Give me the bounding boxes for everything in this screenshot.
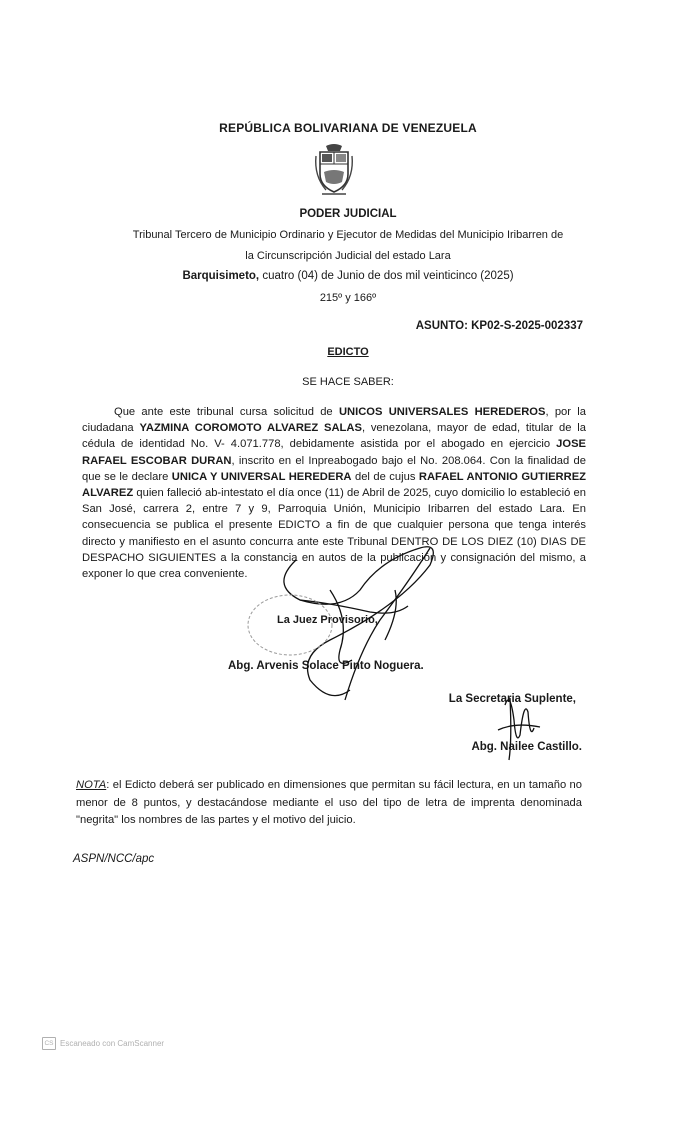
header-poder-judicial: PODER JUDICIAL — [299, 208, 397, 220]
header-tribunal-line2: la Circunscripción Judicial del estado Lara — [245, 250, 451, 262]
body-text-4: , inscrito en el Inpreabogado bajo el No. 208.064. Con la finalidad de que se le declare — [82, 454, 586, 483]
nota-label: NOTA — [76, 779, 107, 791]
coat-of-arms-icon — [312, 142, 356, 198]
header-tribunal-line1: Tribunal Tercero de Municipio Ordinario y Ejecutor de Medidas del Municipio Iribarren de — [132, 229, 564, 241]
header-fecha — [0, 270, 696, 282]
body-text-2: , por la ciudadana — [82, 406, 586, 435]
body-text-3: , venezolana, mayor de edad, titular de la cédula de identidad No. V- 4.071.778, debidamente asistida por el abogado en ejercicio — [82, 422, 586, 451]
edicto-body — [82, 404, 586, 582]
body-bold-3: JOSE RAFAEL ESCOBAR DURAN — [82, 438, 586, 467]
juez-cargo: La Juez Provisorio, — [277, 614, 378, 626]
nota-paragraph — [76, 777, 582, 830]
body-text-5: del de cujus — [351, 470, 419, 483]
edicto-title: EDICTO — [327, 346, 369, 358]
camscanner-watermark — [42, 1037, 164, 1050]
body-bold-5: RAFAEL ANTONIO GUTIERREZ ALVAREZ — [82, 470, 586, 500]
nota-text: : el Edicto deberá ser publicado en dimensiones que permitan su fácil lectura, en un tamaño no menor de 8 puntos, y destacándose mediante el uso del tipo de letra de imprenta denominada "negrita" los nombres de las partes y el motivo del juicio. — [76, 779, 582, 826]
se-hace-saber: SE HACE SABER: — [302, 376, 394, 388]
body-text-1: Que ante este tribunal cursa solicitud de — [114, 406, 339, 418]
fecha-texto: cuatro (04) de Junio de dos mil veinticinco (2025) — [262, 270, 514, 282]
fecha-lugar: Barquisimeto, — [182, 270, 260, 282]
header-anios: 215º y 166º — [319, 292, 377, 304]
camscanner-text: Escaneado con CamScanner — [60, 1039, 165, 1048]
iniciales: ASPN/NCC/apc — [73, 853, 155, 865]
body-bold-2: YAZMINA COROMOTO ALVAREZ SALAS — [139, 422, 362, 435]
header-republica: REPÚBLICA BOLIVARIANA DE VENEZUELA — [219, 121, 477, 135]
camscanner-logo-icon: CS — [42, 1037, 56, 1050]
body-bold-4: UNICA Y UNIVERSAL HEREDERA — [171, 470, 352, 483]
asunto-numero: ASUNTO: KP02-S-2025-002337 — [415, 320, 583, 332]
body-bold-1: UNICOS UNIVERSALES HEREDEROS — [338, 406, 546, 418]
body-text-6: quien falleció ab-intestato el día once (11) de Abril de 2025, cuyo domicilio lo estableció en San José, carrera 2, entre 7 y 9, Parroquia Unión, Municipio Iribarren del estado Lara. En consecuencia se publica el presente EDICTO a fin de que cualquier persona que tenga interés directo y manifiesto en el asunto concurra ante este Tribunal DENTRO DE LOS DIEZ (10) DIAS DE DESPACHO SIGUIENTES a la constancia en autos de la publicación y consignación del mismo, a exponer lo que crea conveniente. — [82, 487, 586, 581]
secretaria-nombre: Abg. Nailee Castillo. — [471, 741, 582, 753]
secretaria-cargo: La Secretaria Suplente, — [448, 693, 576, 705]
juez-nombre: Abg. Arvenis Solace Pinto Noguera. — [228, 660, 424, 672]
